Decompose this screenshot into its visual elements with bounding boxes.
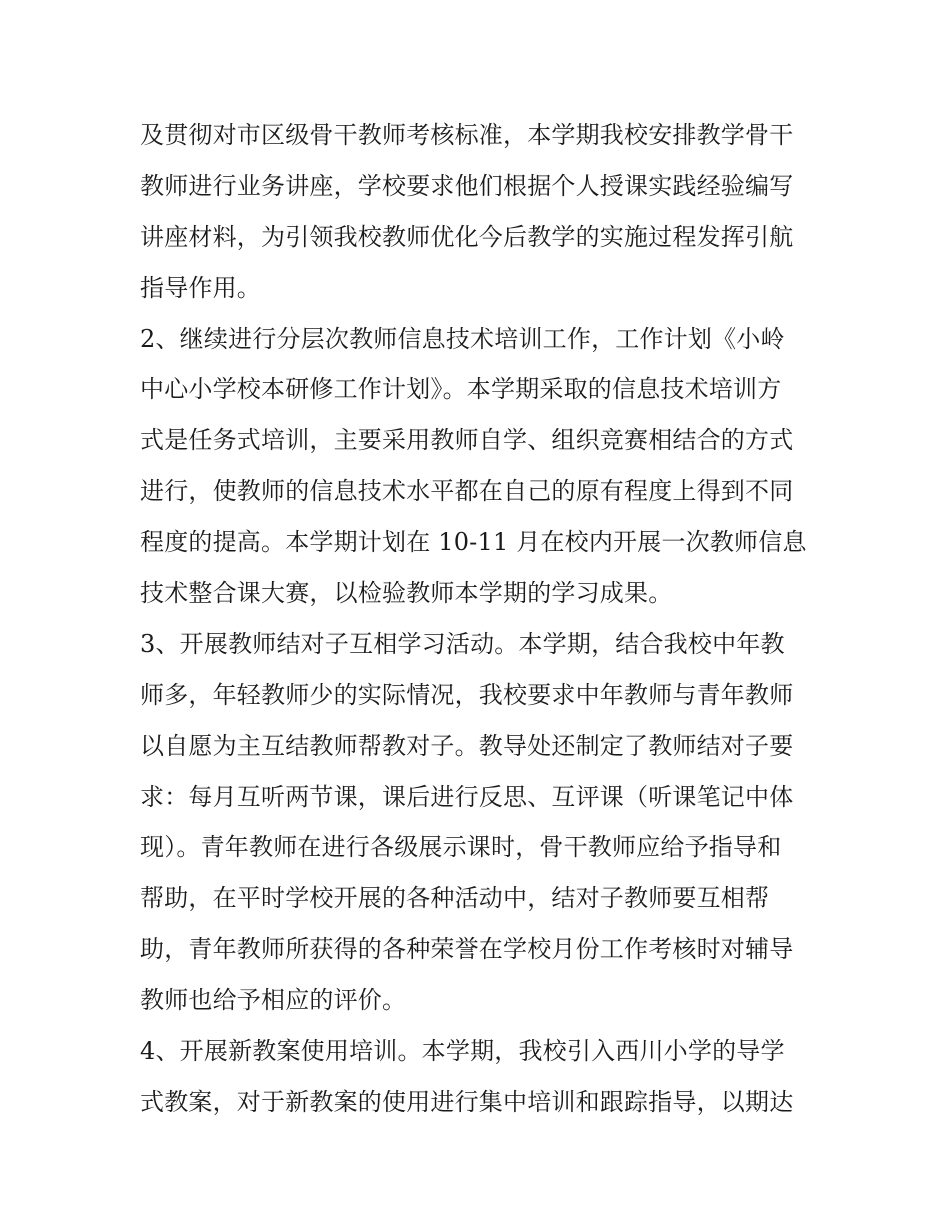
text-line: 教师进行业务讲座，学校要求他们根据个人授课实践经验编写 bbox=[140, 171, 794, 200]
text-line: 式教案，对于新教案的使用进行集中培训和跟踪指导，以期达 bbox=[140, 1087, 794, 1116]
document-body bbox=[140, 110, 830, 1128]
text-line: 式是任务式培训，主要采用教师自学、组织竞赛相结合的方式 bbox=[140, 426, 794, 455]
text-line: 师多，年轻教师少的实际情况，我校要求中年教师与青年教师 bbox=[140, 680, 794, 709]
text-line: 教师也给予相应的评价。 bbox=[140, 986, 407, 1015]
text-line: 以自愿为主互结教师帮教对子。教导处还制定了教师结对子要 bbox=[140, 731, 794, 760]
text-line: 指导作用。 bbox=[140, 273, 261, 302]
text-line: 技术整合课大赛，以检验教师本学期的学习成果。 bbox=[140, 579, 673, 608]
text-line: 及贯彻对市区级骨干教师考核标准，本学期我校安排教学骨干 bbox=[140, 121, 794, 149]
text-line: 帮助，在平时学校开展的各种活动中，结对子教师要互相帮 bbox=[140, 884, 770, 913]
text-line: 2、继续进行分层次教师信息技术培训工作，工作计划《小岭 bbox=[140, 324, 785, 353]
text-line: 助，青年教师所获得的各种荣誉在学校月份工作考核时对辅导 bbox=[140, 935, 794, 964]
text-line: 中心小学校本研修工作计划》。本学期采取的信息技术培训方 bbox=[140, 375, 782, 404]
text-line: 进行，使教师的信息技术水平都在自己的原有程度上得到不同 bbox=[140, 477, 794, 506]
text-line: 求：每月互听两节课，课后进行反思、互评课（听课笔记中体 bbox=[140, 782, 794, 811]
text-line: 4、开展新教案使用培训。本学期，我校引入西川小学的导学 bbox=[140, 1037, 785, 1066]
text-line: 现）。青年教师在进行各级展示课时，骨干教师应给予指导和 bbox=[140, 833, 782, 862]
text-line: 讲座材料，为引领我校教师优化今后教学的实施过程发挥引航 bbox=[140, 222, 794, 251]
text-line: 3、开展教师结对子互相学习活动。本学期，结合我校中年教 bbox=[140, 629, 785, 658]
text-line: 程度的提高。本学期计划在 10-11 月在校内开展一次教师信息 bbox=[140, 528, 807, 557]
